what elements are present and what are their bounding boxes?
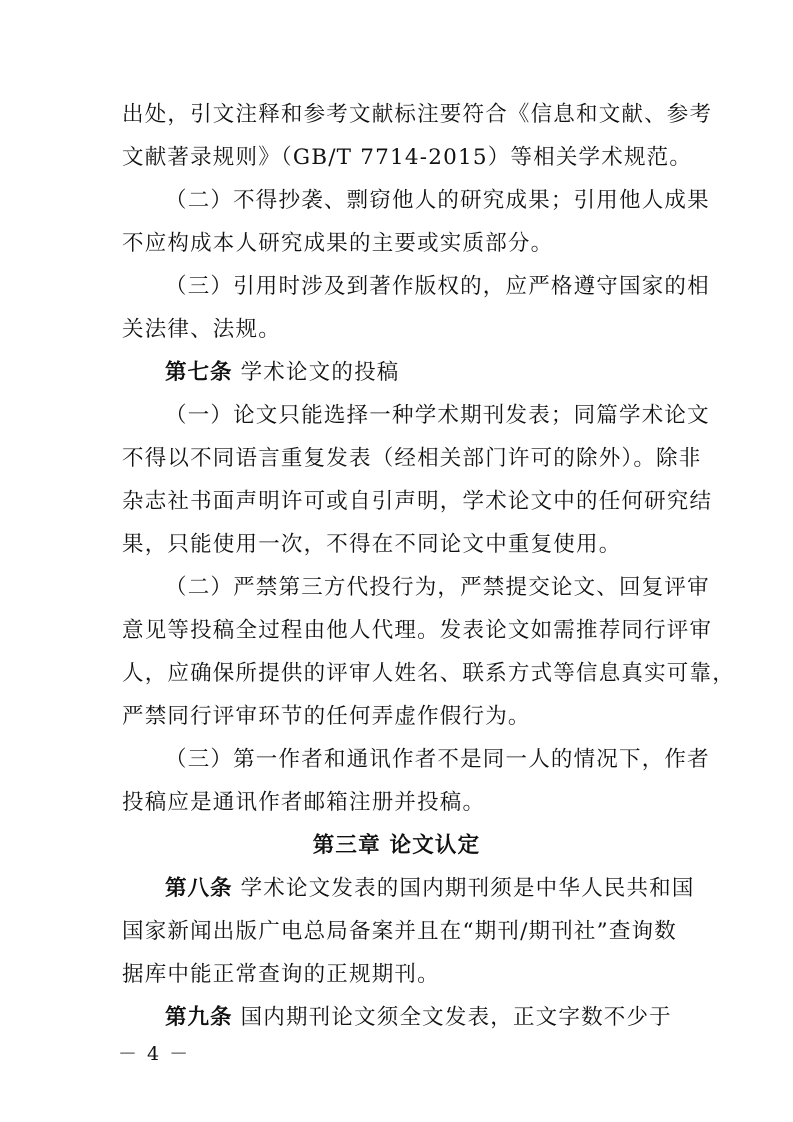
text-line: 据库中能正常查询的正规期刊。 [122, 962, 440, 987]
text-line: 关法律、法规。 [122, 317, 281, 342]
text-line: 果，只能使用一次，不得在不同论文中重复使用。 [122, 532, 622, 557]
article-title: 学术论文的投稿 [240, 360, 400, 385]
text-line: 人，应确保所提供的评审人姓名、联系方式等信息真实可靠， [122, 661, 735, 686]
text-line: 文献著录规则》（GB/T 7714-2015）等相关学术规范。 [122, 145, 693, 170]
text-line: （二）不得抄袭、剽窃他人的研究成果；引用他人成果 [165, 188, 710, 213]
text-line: 不得以不同语言重复发表（经相关部门许可的除外）。除非 [122, 446, 702, 471]
article-heading [165, 1004, 680, 1032]
text-line: 不应构成本人研究成果的主要或实质部分。 [122, 231, 554, 256]
article-heading [165, 875, 695, 903]
article-text: 学术论文发表的国内期刊须是中华人民共和国 [240, 876, 695, 901]
text-line: 意见等投稿全过程由他人代理。发表论文如需推荐同行评审 [122, 618, 713, 643]
article-label: 第七条 [165, 360, 233, 385]
text-line: 出处，引文注释和参考文献标注要符合《信息和文献、参考 [122, 102, 713, 127]
text-line: 杂志社书面声明许可或自引声明，学术论文中的任何研究结 [122, 489, 713, 514]
article-label: 第八条 [165, 876, 233, 901]
text-line: （一）论文只能选择一种学术期刊发表；同篇学术论文 [165, 403, 710, 428]
chapter-heading: 第三章 论文认定 [312, 833, 481, 858]
article-text: 国内期刊论文须全文发表，正文字数不少于 [240, 1005, 672, 1030]
text-line: （三）第一作者和通讯作者不是同一人的情况下，作者 [165, 747, 710, 772]
text-line: （三）引用时涉及到著作版权的，应严格遵守国家的相 [165, 274, 710, 299]
text-line: 国家新闻出版广电总局备案并且在“期刊/期刊社”查询数 [122, 919, 677, 944]
page-number: － 4 － [118, 1043, 191, 1065]
text-line: 投稿应是通讯作者邮箱注册并投稿。 [122, 790, 486, 815]
text-line: （二）严禁第三方代投行为，严禁提交论文、回复评审 [165, 575, 710, 600]
article-label: 第九条 [165, 1005, 233, 1030]
text-line: 严禁同行评审环节的任何弄虚作假行为。 [122, 704, 531, 729]
article-heading [165, 359, 680, 387]
